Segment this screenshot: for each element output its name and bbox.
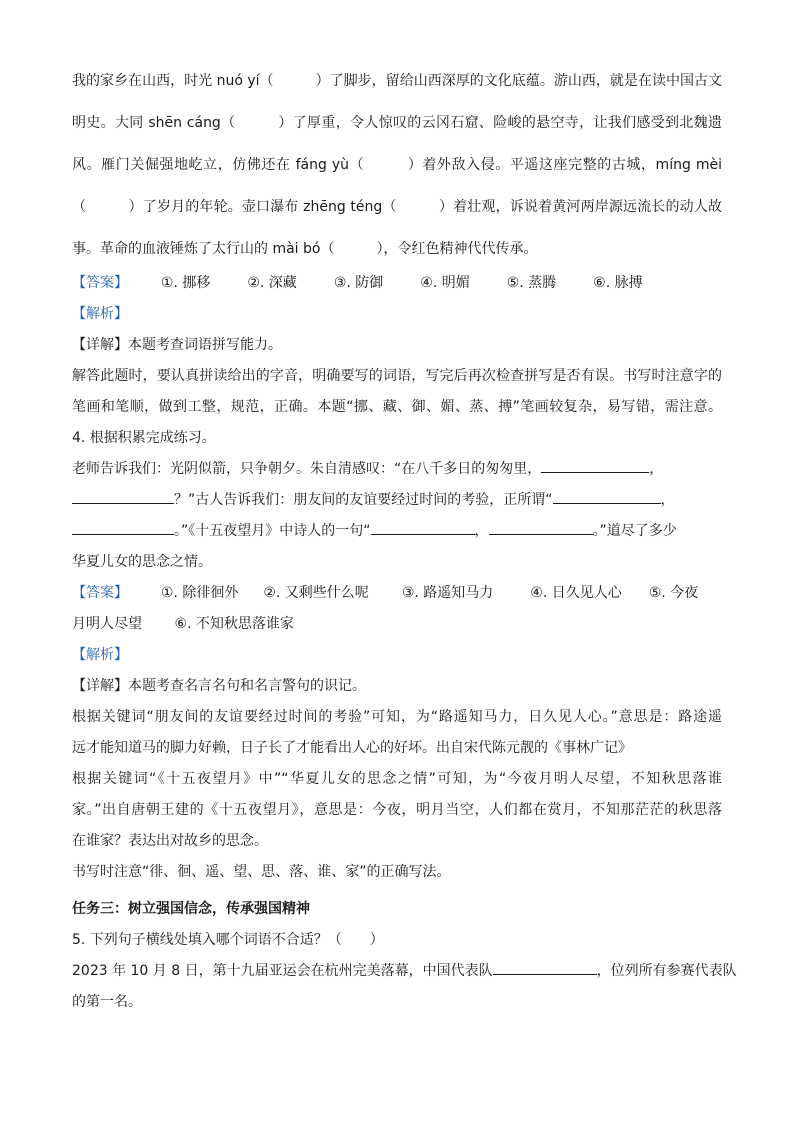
answer-item: ⑤. 蒸腾 bbox=[506, 275, 557, 291]
q3-line-5: 事。革命的血液锤炼了太行山的 mài bó（ ），令红色精神代代传承。 bbox=[72, 241, 538, 257]
detail-line: 在谁家？表达出对故乡的思念。 bbox=[72, 833, 268, 849]
answer-label: 【答案】 bbox=[72, 275, 128, 291]
answer-item: 月明人尽望 bbox=[72, 616, 142, 632]
answer-item: ③. 防御 bbox=[333, 275, 384, 291]
answer-item: ④. 日久见人心 bbox=[530, 585, 622, 601]
detail-line: 根据关键词“朋友间的友谊要经过时间的考验”可知，为“路遥知马力，日久见人心。”意思是：路途遥 bbox=[72, 709, 722, 725]
answer-item: ⑥. 脉搏 bbox=[593, 275, 643, 291]
fill-blank[interactable] bbox=[541, 457, 649, 473]
answer-item: ②. 深藏 bbox=[247, 275, 297, 291]
fill-blank[interactable] bbox=[72, 519, 174, 535]
fill-blank[interactable] bbox=[371, 519, 475, 535]
q3-passage bbox=[72, 66, 722, 276]
task-heading: 任务三：树立强国信念，传承强国精神 bbox=[72, 901, 310, 917]
q4 bbox=[72, 423, 722, 888]
detail-line: 远才能知道马的脚力好赖，日子长了才能看出人心的好坏。出自宋代陈元靓的《事林广记》 bbox=[72, 740, 632, 756]
detail-line: 笔画和笔顺，做到工整，规范，正确。本题“挪、藏、御、媚、蒸、搏”笔画较复杂，易写错，需注意。 bbox=[72, 399, 722, 415]
analysis-label: 【解析】 bbox=[72, 306, 128, 322]
q3-line-3: 风。雁门关倔强地屹立，仿佛还在 fáng yù（ ）着外敌入侵。平遥这座完整的古城，míng mèi bbox=[72, 157, 722, 173]
q4-text: ， bbox=[474, 523, 489, 539]
q4-text: 老师告诉我们：光阴似箭，只争朝夕。朱自清感叹：“在八千多日的匆匆里， bbox=[72, 461, 542, 477]
answer-label: 【答案】 bbox=[72, 585, 128, 601]
answer-item: ①. 除徘徊外 bbox=[160, 585, 239, 601]
fill-blank[interactable] bbox=[72, 488, 174, 504]
analysis-label: 【解析】 bbox=[72, 647, 128, 663]
detail-line: 解答此题时，要认真拼读给出的字音，明确要写的词语，写完后再次检查拼写是否有误。书写时注意字的 bbox=[72, 368, 722, 384]
answer-item: ⑤. 今夜 bbox=[648, 585, 699, 601]
q5-line-2: 的第一名。 bbox=[72, 994, 142, 1010]
q3-line-2: 明史。大同 shēn cáng（ ）了厚重，令人惊叹的云冈石窟、险峻的悬空寺，让我们感受到北魏遗 bbox=[72, 115, 722, 131]
fill-blank[interactable] bbox=[493, 959, 597, 975]
q5 bbox=[72, 925, 737, 1018]
answer-item: ②. 又剩些什么呢 bbox=[263, 585, 369, 601]
detail-line: 【详解】本题考查词语拼写能力。 bbox=[72, 337, 282, 353]
answer-item: ①. 挪移 bbox=[160, 275, 211, 291]
detail-line: 家。”出自唐朝王建的《十五夜望月》，意思是：今夜，明月当空，人们都在赏月，不知那茫茫的秋思落 bbox=[72, 802, 722, 818]
detail-line: 根据关键词“《十五夜望月》中”“华夏儿女的思念之情”可知，为“今夜月明人尽望，不知秋思落谁 bbox=[72, 771, 722, 787]
q4-text: 。”《十五夜望月》中诗人的一句“ bbox=[174, 523, 371, 539]
q3-line-4: （ ）了岁月的年轮。壶口瀑布 zhēng téng（ ）着壮观，诉说着黄河两岸源远流长的动人故 bbox=[72, 199, 722, 215]
q4-text: ， bbox=[649, 461, 664, 477]
q4-line-4: 华夏儿女的思念之情。 bbox=[72, 554, 212, 570]
answer-item: ④. 明媚 bbox=[420, 275, 470, 291]
q4-title: 4. 根据积累完成练习。 bbox=[72, 430, 216, 446]
answer-item: ⑥. 不知秋思落谁家 bbox=[174, 616, 294, 632]
answer-item: ③. 路遥知马力 bbox=[401, 585, 494, 601]
q5-text: ，位列所有参赛代表队 bbox=[596, 963, 737, 979]
q5-title: 5. 下列句子横线处填入哪个词语不合适？（ ） bbox=[72, 932, 384, 948]
q4-text: ？”古人告诉我们：朋友间的友谊要经过时间的考验，正所谓“ bbox=[174, 492, 553, 508]
q3-line-1: 我的家乡在山西，时光 nuó yí（ ）了脚步，留给山西深厚的文化底蕴。游山西，就是在读中国古文 bbox=[72, 73, 722, 89]
q4-text: ， bbox=[660, 492, 675, 508]
fill-blank[interactable] bbox=[489, 519, 593, 535]
q3-answer bbox=[72, 268, 722, 423]
fill-blank[interactable] bbox=[553, 488, 661, 504]
detail-line: 【详解】本题考查名言名句和名言警句的识记。 bbox=[72, 678, 366, 694]
q5-text: 2023 年 10 月 8 日，第十九届亚运会在杭州完美落幕，中国代表队 bbox=[72, 963, 493, 979]
q4-text: 。”道尽了多少 bbox=[592, 523, 677, 539]
detail-line: 书写时注意“徘、徊、遥、望、思、落、谁、家”的正确写法。 bbox=[72, 864, 451, 880]
